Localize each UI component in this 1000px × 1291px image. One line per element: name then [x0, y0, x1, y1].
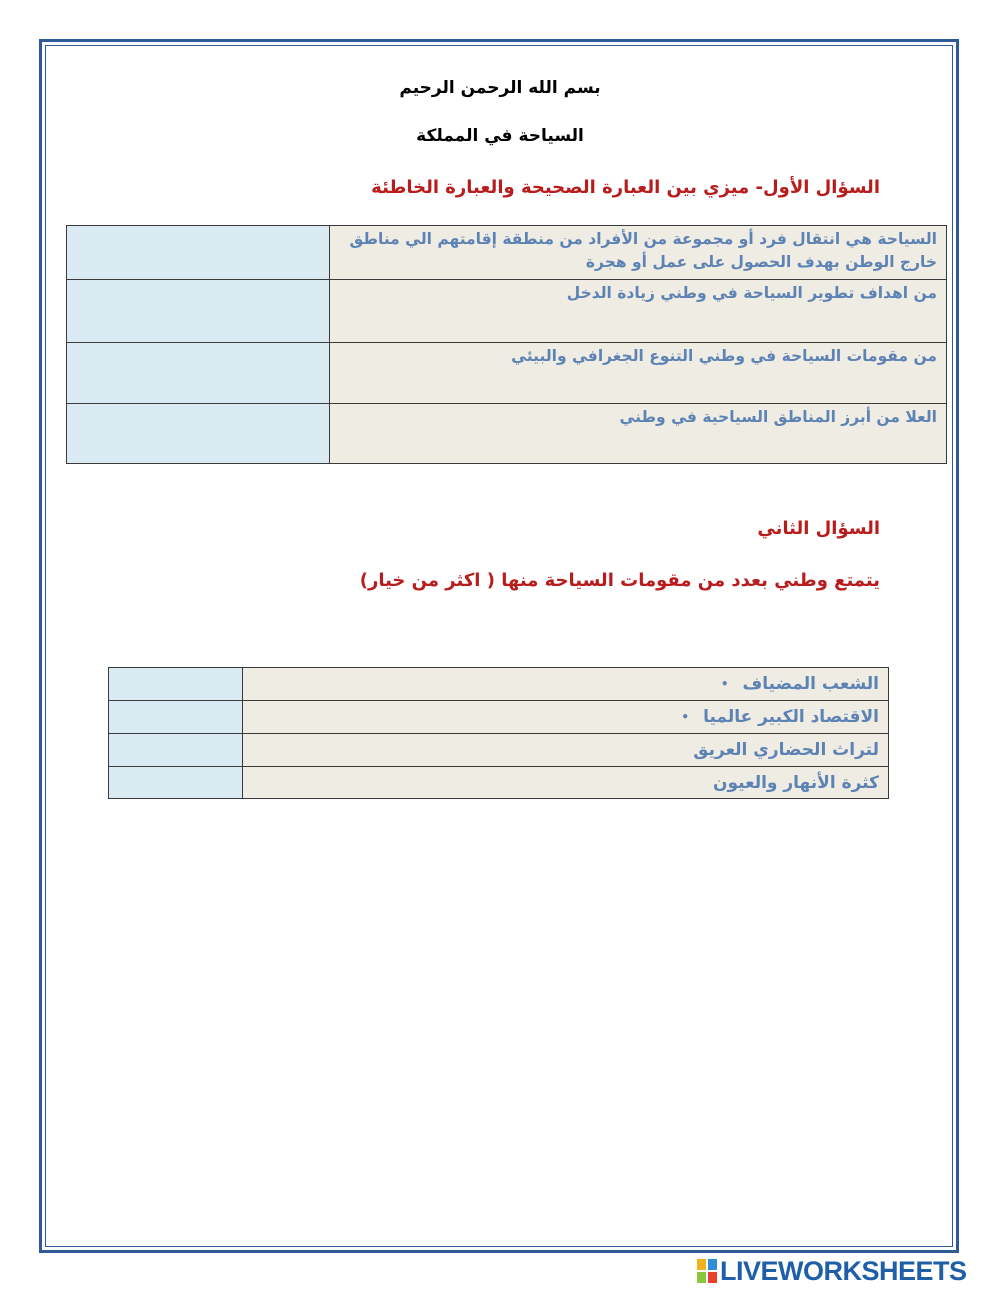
- option-label: الشعب المضياف: [742, 674, 879, 694]
- answer-cell[interactable]: [67, 343, 330, 404]
- answer-cell[interactable]: [67, 226, 330, 280]
- true-false-table: [66, 225, 947, 464]
- basmala: بسم الله الرحمن الرحيم: [399, 78, 601, 98]
- checkbox-cell[interactable]: [109, 701, 243, 734]
- logo-blocks-icon: [697, 1259, 717, 1283]
- logo-block: [708, 1272, 717, 1283]
- logo-block: [697, 1272, 706, 1283]
- logo-block: [697, 1259, 706, 1270]
- bullet-icon: •: [681, 710, 690, 724]
- question2-subtitle: يتمتع وطني بعدد من مقومات السياحة منها ( اكثر من خيار): [359, 570, 880, 591]
- option-label: كثرة الأنهار والعيون: [712, 772, 879, 793]
- question1-title: السؤال الأول- ميزي بين العبارة الصحيحة والعبارة الخاطئة: [371, 177, 880, 198]
- checkbox-cell[interactable]: [109, 767, 243, 799]
- option-cell: [243, 701, 889, 734]
- table-row: [67, 280, 947, 343]
- multi-choice-table: [108, 667, 889, 799]
- question2-title: السؤال الثاني: [757, 518, 880, 539]
- statement-cell: العلا من أبرز المناطق السياحية في وطني: [330, 404, 947, 464]
- table-row: [109, 701, 889, 734]
- option-label: الاقتصاد الكبير عالميا: [703, 707, 879, 727]
- table-row: [109, 734, 889, 767]
- table-row: [109, 767, 889, 799]
- table-row: [109, 668, 889, 701]
- option-label: لتراث الحضاري العريق: [693, 740, 879, 760]
- logo-block: [708, 1259, 717, 1270]
- liveworksheets-logo[interactable]: [697, 1256, 967, 1286]
- answer-cell[interactable]: [67, 280, 330, 343]
- table-row: [67, 404, 947, 464]
- answer-cell[interactable]: [67, 404, 330, 464]
- option-cell: [243, 767, 889, 799]
- statement-cell: من اهداف تطوير السياحة في وطني زيادة الدخل: [330, 280, 947, 343]
- logo-text: LIVEWORKSHEETS: [720, 1255, 967, 1286]
- bullet-icon: •: [720, 677, 729, 691]
- statement-cell: من مقومات السياحة في وطني التنوع الجغرافي والبيئي: [330, 343, 947, 404]
- option-cell: [243, 668, 889, 701]
- page-title: السياحة في المملكة: [416, 126, 584, 146]
- checkbox-cell[interactable]: [109, 668, 243, 701]
- checkbox-cell[interactable]: [109, 734, 243, 767]
- option-cell: [243, 734, 889, 767]
- statement-cell: السياحة هي انتقال فرد أو مجموعة من الأفراد من منطقة إقامتهم الي مناطق خارج الوطن بهدف الحصول على عمل أو هجرة: [330, 226, 947, 280]
- table-row: [67, 226, 947, 280]
- table-row: [67, 343, 947, 404]
